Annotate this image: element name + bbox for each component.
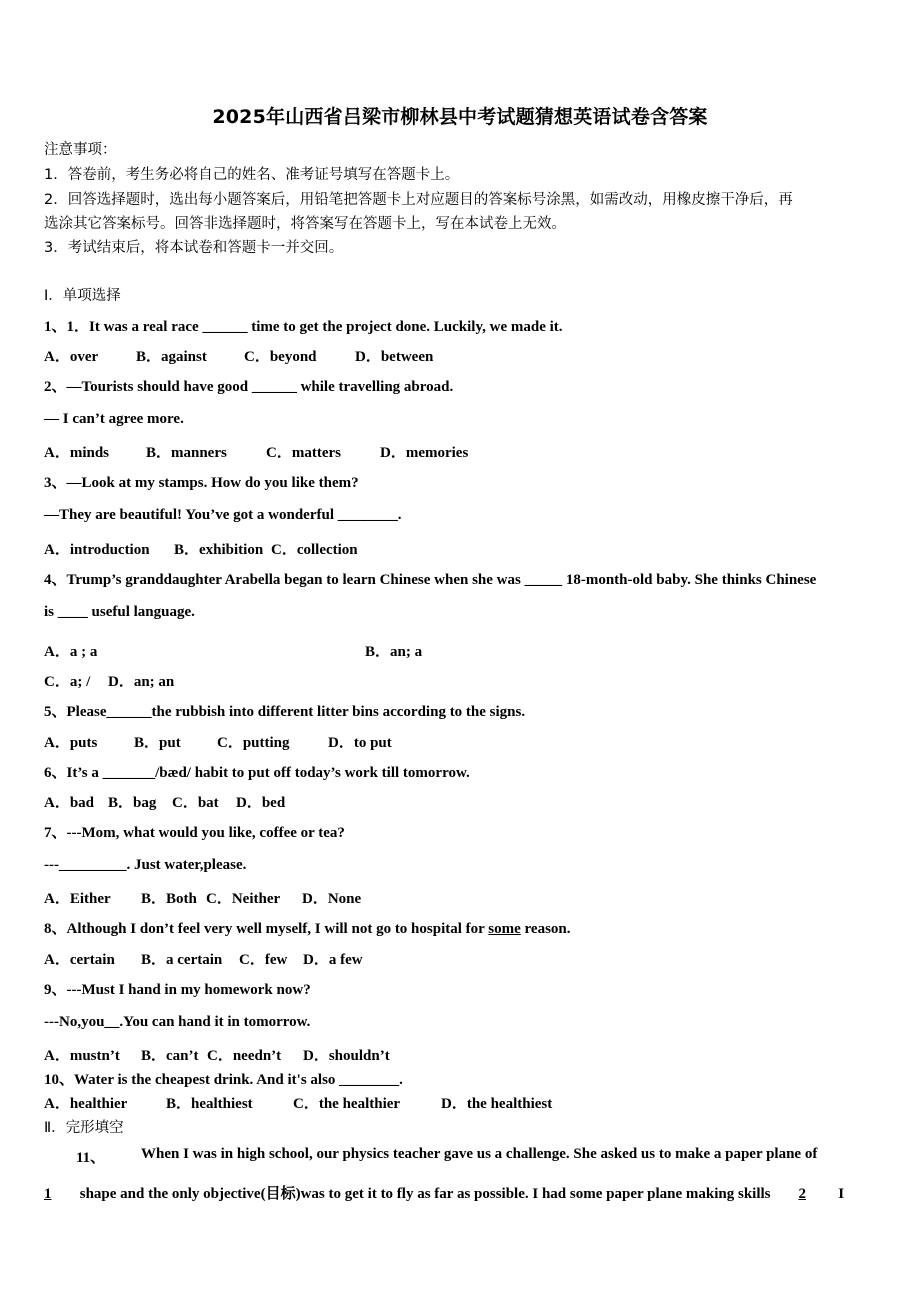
q6-option-d[interactable]: D．bed [236,795,286,811]
notice-item-1: 1．答卷前，考生务必将自己的姓名、准考证号填写在答题卡上。 [44,167,460,183]
q8-option-b[interactable]: B．a certain [141,952,223,968]
q4-option-d[interactable]: D．an; an [108,674,175,690]
q3-options [44,538,358,559]
q4-option-a[interactable]: A．a ; a [44,644,98,660]
q5-option-d[interactable]: D．to put [328,735,392,751]
q8-underlined-word: some [488,921,521,937]
q9-option-d[interactable]: D．shouldn’t [303,1048,390,1064]
notice-item-2: 2．回答选择题时，选出每小题答案后，用铅笔把答题卡上对应题目的答案标号涂黑，如需改动，用橡皮擦干净后，再 [44,192,793,208]
q11-line-2b: I [838,1186,845,1202]
q4-line-2 [44,604,195,621]
q5-pre: 5、Please [44,704,107,720]
q4-blank-2: ____ [57,604,88,620]
notice-heading: 注意事项： [44,142,117,158]
notice-item-2-cont: 选涂其它答案标号。回答非选择题时，将答案写在答题卡上，写在本试卷上无效。 [44,216,566,232]
q4-option-c[interactable]: C．a; / [44,674,91,690]
q4-pre2: is [44,604,58,620]
q5-option-c[interactable]: C．putting [217,735,290,751]
q7-line-2 [44,857,246,874]
q9-post: .You can hand it in tomorrow. [119,1014,311,1030]
q3-pre: —They are beautiful! You’ve got a wonderful [44,507,338,523]
q8-pre: 8、Although I don’t feel very well myself, I will not go to hospital for [44,921,489,937]
q5-blank: ______ [106,704,152,720]
q1-option-b[interactable]: B．against [136,349,207,365]
q2-option-c[interactable]: C．matters [266,445,341,461]
q7-option-d[interactable]: D．None [302,891,362,907]
q3-option-c[interactable]: C．collection [271,542,358,558]
q10-options [44,1092,552,1113]
q1-post: time to get the project done. Luckily, we made it. [247,319,563,335]
q8-option-a[interactable]: A．certain [44,952,115,968]
q7-option-c[interactable]: C．Neither [206,891,281,907]
q7-option-a[interactable]: A．Either [44,891,111,907]
q11-number: 11、 [76,1150,106,1166]
q5-option-a[interactable]: A．puts [44,735,98,751]
question-1 [44,315,563,336]
q2-options [44,441,468,462]
question-8 [44,917,571,938]
q3-line-2 [44,507,402,524]
q4-pre: 4、Trump’s granddaughter Arabella began to learn Chinese when she was [44,572,525,588]
q10-blank: ________ [339,1072,400,1088]
q6-post: /bæd/ habit to put off today’s work till tomorrow. [155,765,470,781]
q4-option-b[interactable]: B．an; a [365,644,423,660]
q1-pre: 1、1．It was a real race [44,319,203,335]
section-1-heading: Ⅰ．单项选择 [44,288,121,304]
q1-options [44,345,433,366]
q6-option-b[interactable]: B．bag [108,795,157,811]
question-5 [44,700,525,721]
q9-pre: ---No,you [44,1014,105,1030]
q10-pre: 10、Water is the cheapest drink. And it's also [44,1072,340,1088]
q3-option-b[interactable]: B．exhibition [174,542,264,558]
q2-option-d[interactable]: D．memories [380,445,469,461]
q5-option-b[interactable]: B．put [134,735,181,751]
q10-post: . [399,1072,403,1088]
question-7: 7、---Mom, what would you like, coffee or tea? [44,825,345,841]
notice-item-3: 3．考试结束后，将本试卷和答题卡一并交回。 [44,240,344,256]
question-4 [44,568,816,589]
q2-option-b[interactable]: B．manners [146,445,227,461]
q1-option-d[interactable]: D．between [355,349,434,365]
q9-line-2 [44,1014,310,1031]
q6-blank: _______ [102,765,156,781]
q10-option-c[interactable]: C．the healthier [293,1096,401,1112]
q11-line-2a: shape and the only objective(目标)was to get it to fly as far as possible. I had some paper plane making skills [76,1186,775,1202]
q5-options [44,731,392,752]
question-2 [44,375,453,396]
page-title: 2025年山西省吕梁市柳林县中考试题猜想英语试卷含答案 [212,106,708,128]
q8-option-c[interactable]: C．few [239,952,288,968]
q9-blank: __ [104,1014,120,1030]
q6-pre: 6、It’s a [44,765,103,781]
q9-option-b[interactable]: B．can’t [141,1048,199,1064]
q5-post: the rubbish into different litter bins according to the signs. [151,704,526,720]
question-6 [44,761,470,782]
q7-option-b[interactable]: B．Both [141,891,197,907]
q4-options-cd [44,670,174,691]
q6-option-c[interactable]: C．bat [172,795,219,811]
q9-option-c[interactable]: C．needn’t [207,1048,282,1064]
q4-post2: useful language. [87,604,195,620]
q8-options [44,948,363,969]
q10-option-d[interactable]: D．the healthiest [441,1096,553,1112]
q1-blank: ______ [202,319,248,335]
question-10 [44,1068,403,1089]
q10-option-a[interactable]: A．healthier [44,1096,128,1112]
q3-option-a[interactable]: A．introduction [44,542,150,558]
q8-option-d[interactable]: D．a few [303,952,363,968]
q1-option-a[interactable]: A．over [44,349,99,365]
q4-blank-1: _____ [524,572,563,588]
q11-blank-2: 2 [798,1186,806,1202]
q8-post: reason. [520,921,571,937]
q11-line-2 [44,1182,920,1203]
q7-blank: _________ [59,857,127,873]
q2-blank: ______ [251,379,297,395]
q2-reply: — I can’t agree more. [44,411,184,427]
q7-pre: --- [44,857,59,873]
q1-option-c[interactable]: C．beyond [244,349,317,365]
q4-mid: 18-month-old baby. She thinks Chinese [562,572,817,588]
q2-option-a[interactable]: A．minds [44,445,110,461]
q2-pre: 2、—Tourists should have good [44,379,252,395]
question-3: 3、—Look at my stamps. How do you like them? [44,475,359,491]
q2-post: while travelling abroad. [296,379,454,395]
q10-option-b[interactable]: B．healthiest [166,1096,253,1112]
q7-options [44,887,361,908]
q11-line-1: When I was in high school, our physics teacher gave us a challenge. She asked us to make a paper plane of [141,1146,818,1162]
question-9: 9、---Must I hand in my homework now? [44,982,311,998]
q6-option-a[interactable]: A．bad [44,795,95,811]
q7-post: . Just water,please. [126,857,247,873]
q6-options [44,791,285,812]
section-2-heading: Ⅱ．完形填空 [44,1120,124,1136]
q3-post: . [397,507,402,523]
q3-blank: ________ [337,507,398,523]
q9-option-a[interactable]: A．mustn’t [44,1048,120,1064]
q9-options [44,1044,390,1065]
q11-blank-1: 1 [44,1186,52,1202]
